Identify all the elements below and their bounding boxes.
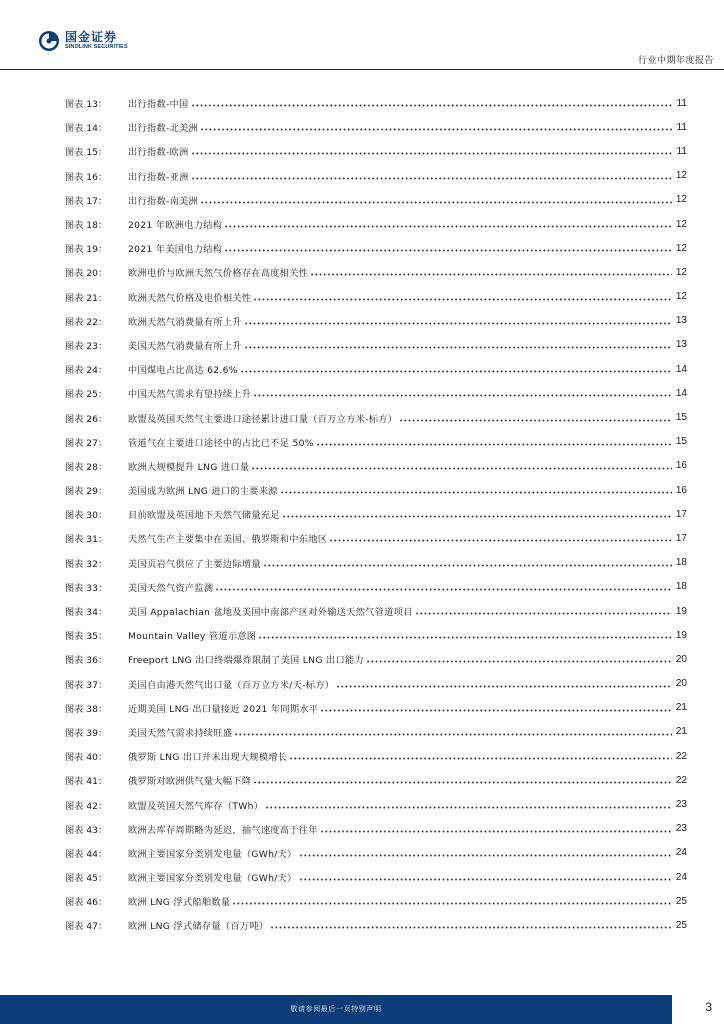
toc-entry-label: 图表 40：: [65, 752, 108, 764]
toc-dot-leader: [415, 607, 672, 615]
toc-dot-leader: [282, 510, 672, 518]
toc-entry[interactable]: [65, 260, 687, 284]
toc-entry[interactable]: [65, 454, 687, 478]
toc-entry-label: 图表 42：: [65, 800, 108, 812]
sinolink-logo-icon: [38, 30, 60, 52]
toc-entry-page-number[interactable]: 12: [675, 266, 687, 278]
toc-entry[interactable]: [65, 164, 687, 188]
toc-entry-title[interactable]: 中国煤电占比高达 62.6%: [128, 365, 238, 377]
toc-entry[interactable]: [65, 817, 687, 841]
toc-dot-leader: [253, 293, 672, 301]
toc-entry-title[interactable]: 欧盟及英国天然气主要进口途径累计进口量（百万立方米-标方）: [128, 413, 398, 425]
toc-entry-label: 图表 39：: [65, 727, 108, 739]
toc-entry-page-number[interactable]: 11: [676, 97, 687, 109]
toc-dot-leader: [320, 825, 672, 833]
toc-entry-label: 图表 33：: [65, 582, 108, 594]
toc-entry-page-number[interactable]: 13: [675, 315, 687, 327]
logo-name-cn: 国金证券: [65, 30, 118, 45]
toc-entry-title[interactable]: 欧洲主要国家分类别发电量（GWh/天）: [128, 848, 297, 860]
toc-entry-title[interactable]: 近期美国 LNG 出口量接近 2021 年同期水平: [128, 703, 319, 715]
toc-entry[interactable]: [65, 478, 687, 502]
toc-entry-title[interactable]: 欧洲天然气价格及电价相关性: [128, 292, 252, 304]
toc-entry-label: 图表 36：: [65, 655, 108, 667]
toc-dot-leader: [215, 583, 672, 591]
toc-entry-page-number[interactable]: 24: [675, 847, 687, 859]
toc-entry-title[interactable]: 欧洲 LNG 浮式储存量（百万吨）: [128, 921, 269, 933]
toc-entry[interactable]: [65, 285, 687, 309]
toc-entry[interactable]: [65, 309, 687, 333]
toc-entry-label: 图表 46：: [65, 897, 108, 909]
toc-dot-leader: [253, 389, 672, 397]
toc-entry-label: 图表 32：: [65, 558, 108, 570]
toc-dot-leader: [200, 123, 672, 131]
toc-entry[interactable]: [65, 115, 687, 139]
toc-entry-page-number[interactable]: 25: [675, 895, 687, 907]
toc-entry-label: 图表 20：: [65, 268, 108, 280]
toc-entry-label: 图表 13：: [65, 99, 108, 111]
toc-entry-title[interactable]: 美国成为欧洲 LNG 进口的主要来源: [128, 486, 278, 498]
toc-entry[interactable]: [65, 381, 687, 405]
toc-dot-leader: [200, 196, 672, 204]
toc-entry[interactable]: [65, 913, 687, 937]
toc-dot-leader: [299, 873, 672, 881]
toc-entry[interactable]: [65, 333, 687, 357]
toc-entry[interactable]: [65, 430, 687, 454]
toc-entry-label: 图表 22：: [65, 316, 108, 328]
toc-entry-label: 图表 29：: [65, 486, 108, 498]
toc-entry-label: 图表 23：: [65, 340, 108, 352]
toc-entry-label: 图表 45：: [65, 873, 108, 885]
toc-entry[interactable]: [65, 623, 687, 647]
toc-entry-label: 图表 17：: [65, 195, 108, 207]
toc-entry[interactable]: [65, 526, 687, 550]
toc-entry-label: 图表 21：: [65, 292, 108, 304]
toc-entry-page-number[interactable]: 22: [675, 774, 687, 786]
toc-entry[interactable]: [65, 768, 687, 792]
toc-entry-label: 图表 47：: [65, 921, 108, 933]
figure-index-list: [65, 91, 687, 938]
toc-dot-leader: [336, 680, 672, 688]
toc-dot-leader: [234, 728, 672, 736]
toc-dot-leader: [191, 99, 672, 107]
toc-entry-page-number[interactable]: 12: [675, 291, 687, 303]
toc-entry-page-number[interactable]: 13: [675, 339, 687, 351]
toc-dot-leader: [265, 801, 672, 809]
toc-entry-title[interactable]: 美国 Appalachian 盆地及美国中南部产区对外输送天然气管道项目: [128, 607, 413, 619]
toc-entry-page-number[interactable]: 23: [675, 799, 687, 811]
toc-entry-label: 图表 34：: [65, 607, 108, 619]
toc-entry-page-number[interactable]: 18: [675, 557, 687, 569]
toc-entry-page-number[interactable]: 20: [675, 678, 687, 690]
toc-entry-title[interactable]: 出行指数-中国: [128, 99, 189, 111]
toc-dot-leader: [280, 486, 672, 494]
toc-dot-leader: [316, 438, 672, 446]
toc-entry-page-number[interactable]: 11: [676, 145, 687, 157]
toc-entry-page-number[interactable]: 11: [676, 121, 687, 133]
toc-dot-leader: [270, 921, 672, 929]
toc-dot-leader: [329, 534, 672, 542]
toc-dot-leader: [258, 631, 672, 639]
toc-entry-label: 图表 15：: [65, 147, 108, 159]
toc-entry-page-number[interactable]: 17: [675, 532, 687, 544]
toc-entry-title[interactable]: 目前欧盟及英国地下天然气储量充足: [128, 510, 280, 522]
toc-entry[interactable]: [65, 551, 687, 575]
toc-entry[interactable]: [65, 792, 687, 816]
toc-entry[interactable]: [65, 405, 687, 429]
toc-entry-page-number[interactable]: 17: [675, 508, 687, 520]
page-number: 3: [705, 1000, 712, 1014]
logo-name-en: SINOLINK SECURITIES: [65, 44, 128, 51]
toc-dot-leader: [224, 220, 672, 228]
toc-entry-page-number[interactable]: 21: [675, 726, 687, 738]
toc-entry[interactable]: [65, 188, 687, 212]
toc-entry[interactable]: [65, 91, 687, 115]
toc-entry-title[interactable]: 欧洲 LNG 浮式船舶数量: [128, 897, 231, 909]
toc-entry[interactable]: [65, 357, 687, 381]
toc-entry-title[interactable]: 中国天然气需求有望持续上升: [128, 389, 252, 401]
toc-entry-title[interactable]: 俄罗斯 LNG 出口并未出现大规模增长: [128, 752, 288, 764]
toc-entry-title[interactable]: 美国页岩气供应了主要边际增量: [128, 558, 261, 570]
toc-entry-page-number[interactable]: 24: [675, 871, 687, 883]
toc-dot-leader: [366, 655, 672, 663]
toc-dot-leader: [244, 341, 672, 349]
toc-entry-page-number[interactable]: 16: [675, 484, 687, 496]
toc-entry-title[interactable]: 美国天然气需求持续旺盛: [128, 727, 233, 739]
toc-entry-page-number[interactable]: 25: [675, 919, 687, 931]
toc-entry-page-number[interactable]: 14: [675, 387, 687, 399]
company-logo: [38, 29, 128, 53]
toc-entry-label: 图表 31：: [65, 534, 108, 546]
toc-entry-page-number[interactable]: 23: [675, 823, 687, 835]
toc-entry-title[interactable]: 2021 年欧洲电力结构: [128, 220, 223, 232]
toc-entry-title[interactable]: 美国天然气资产监测: [128, 582, 214, 594]
toc-entry-title[interactable]: 美国天然气消费量有所上升: [128, 340, 242, 352]
page-header: [0, 0, 724, 70]
toc-entry-title[interactable]: 出行指数-北美洲: [128, 123, 199, 135]
toc-entry-page-number[interactable]: 15: [675, 412, 687, 424]
toc-entry-title[interactable]: 欧洲主要国家分类别发电量（GWh/天）: [128, 873, 297, 885]
toc-entry[interactable]: [65, 139, 687, 163]
toc-dot-leader: [191, 172, 672, 180]
toc-entry[interactable]: [65, 696, 687, 720]
toc-dot-leader: [191, 147, 672, 155]
toc-entry-page-number[interactable]: 12: [675, 170, 687, 182]
toc-entry[interactable]: [65, 672, 687, 696]
toc-entry[interactable]: [65, 889, 687, 913]
toc-entry-label: 图表 37：: [65, 679, 108, 691]
toc-dot-leader: [263, 559, 672, 567]
toc-entry-page-number[interactable]: 21: [675, 702, 687, 714]
toc-entry-page-number[interactable]: 12: [675, 194, 687, 206]
toc-entry-title[interactable]: 出行指数-欧洲: [128, 147, 189, 159]
toc-entry-label: 图表 27：: [65, 437, 108, 449]
toc-entry-page-number[interactable]: 14: [675, 363, 687, 375]
toc-entry-label: 图表 19：: [65, 244, 108, 256]
toc-entry-title[interactable]: 欧洲去库存周期略为延迟，抽气速度高于往年: [128, 824, 318, 836]
toc-entry[interactable]: [65, 599, 687, 623]
toc-entry[interactable]: [65, 865, 687, 889]
toc-entry-title[interactable]: 美国自由港天然气出口量（百万立方米/天-标方）: [128, 679, 335, 691]
toc-entry[interactable]: [65, 720, 687, 744]
toc-entry-page-number[interactable]: 15: [675, 436, 687, 448]
toc-entry-title[interactable]: 2021 年美国电力结构: [128, 244, 223, 256]
footer-disclaimer-note: 敬请参阅最后一页特别声明: [290, 1005, 382, 1013]
toc-entry-label: 图表 38：: [65, 703, 108, 715]
toc-entry[interactable]: [65, 744, 687, 768]
toc-entry[interactable]: [65, 647, 687, 671]
toc-dot-leader: [224, 244, 672, 252]
toc-dot-leader: [253, 776, 672, 784]
toc-entry-title[interactable]: 欧洲电价与欧洲天然气价格存在高度相关性: [128, 268, 309, 280]
toc-entry[interactable]: [65, 575, 687, 599]
toc-entry-page-number[interactable]: 12: [675, 218, 687, 230]
toc-dot-leader: [244, 317, 672, 325]
toc-entry-label: 图表 18：: [65, 220, 108, 232]
toc-dot-leader: [299, 849, 672, 857]
toc-entry-title[interactable]: 出行指数-南美洲: [128, 195, 199, 207]
toc-dot-leader: [240, 365, 672, 373]
toc-entry-label: 图表 35：: [65, 631, 108, 643]
toc-entry-label: 图表 24：: [65, 365, 108, 377]
toc-entry-label: 图表 16：: [65, 171, 108, 183]
toc-entry-label: 图表 25：: [65, 389, 108, 401]
toc-entry-page-number[interactable]: 19: [675, 629, 687, 641]
toc-entry-title[interactable]: 俄罗斯对欧洲供气量大幅下降: [128, 776, 252, 788]
toc-entry[interactable]: [65, 502, 687, 526]
toc-entry[interactable]: [65, 212, 687, 236]
toc-entry-page-number[interactable]: 16: [675, 460, 687, 472]
report-type-title: 行业中期年度报告: [637, 56, 714, 66]
toc-entry-page-number[interactable]: 20: [675, 653, 687, 665]
toc-entry-title[interactable]: 天然气生产主要集中在美国、俄罗斯和中东地区: [128, 534, 328, 546]
toc-entry[interactable]: [65, 236, 687, 260]
toc-entry-title[interactable]: 欧洲天然气消费量有所上升: [128, 316, 242, 328]
toc-entry-page-number[interactable]: 19: [675, 605, 687, 617]
toc-entry-page-number[interactable]: 12: [675, 242, 687, 254]
toc-dot-leader: [320, 704, 672, 712]
toc-entry[interactable]: [65, 841, 687, 865]
toc-entry-label: 图表 30：: [65, 510, 108, 522]
toc-dot-leader: [399, 414, 672, 422]
toc-entry-title[interactable]: 欧盟及英国天然气库存（TWh）: [128, 800, 264, 812]
toc-dot-leader: [310, 268, 672, 276]
toc-entry-page-number[interactable]: 18: [675, 581, 687, 593]
toc-entry-label: 图表 14：: [65, 123, 108, 135]
toc-dot-leader: [251, 462, 672, 470]
toc-entry-label: 图表 44：: [65, 848, 108, 860]
toc-entry-label: 图表 43：: [65, 824, 108, 836]
header-divider: [0, 69, 724, 70]
toc-dot-leader: [289, 752, 672, 760]
toc-entry-label: 图表 28：: [65, 461, 108, 473]
toc-entry-title[interactable]: Freeport LNG 出口终端爆炸限制了美国 LNG 出口能力: [128, 655, 364, 667]
toc-entry-label: 图表 26：: [65, 413, 108, 425]
toc-entry-title[interactable]: Mountain Valley 管道示意图: [128, 631, 257, 643]
toc-entry-label: 图表 41：: [65, 776, 108, 788]
toc-entry-title[interactable]: 欧洲大规模提升 LNG 进口量: [128, 461, 250, 473]
toc-entry-page-number[interactable]: 22: [675, 750, 687, 762]
toc-entry-title[interactable]: 出行指数-亚洲: [128, 171, 189, 183]
toc-entry-title[interactable]: 管道气在主要进口途径中的占比已不足 50%: [128, 437, 314, 449]
toc-dot-leader: [232, 897, 672, 905]
